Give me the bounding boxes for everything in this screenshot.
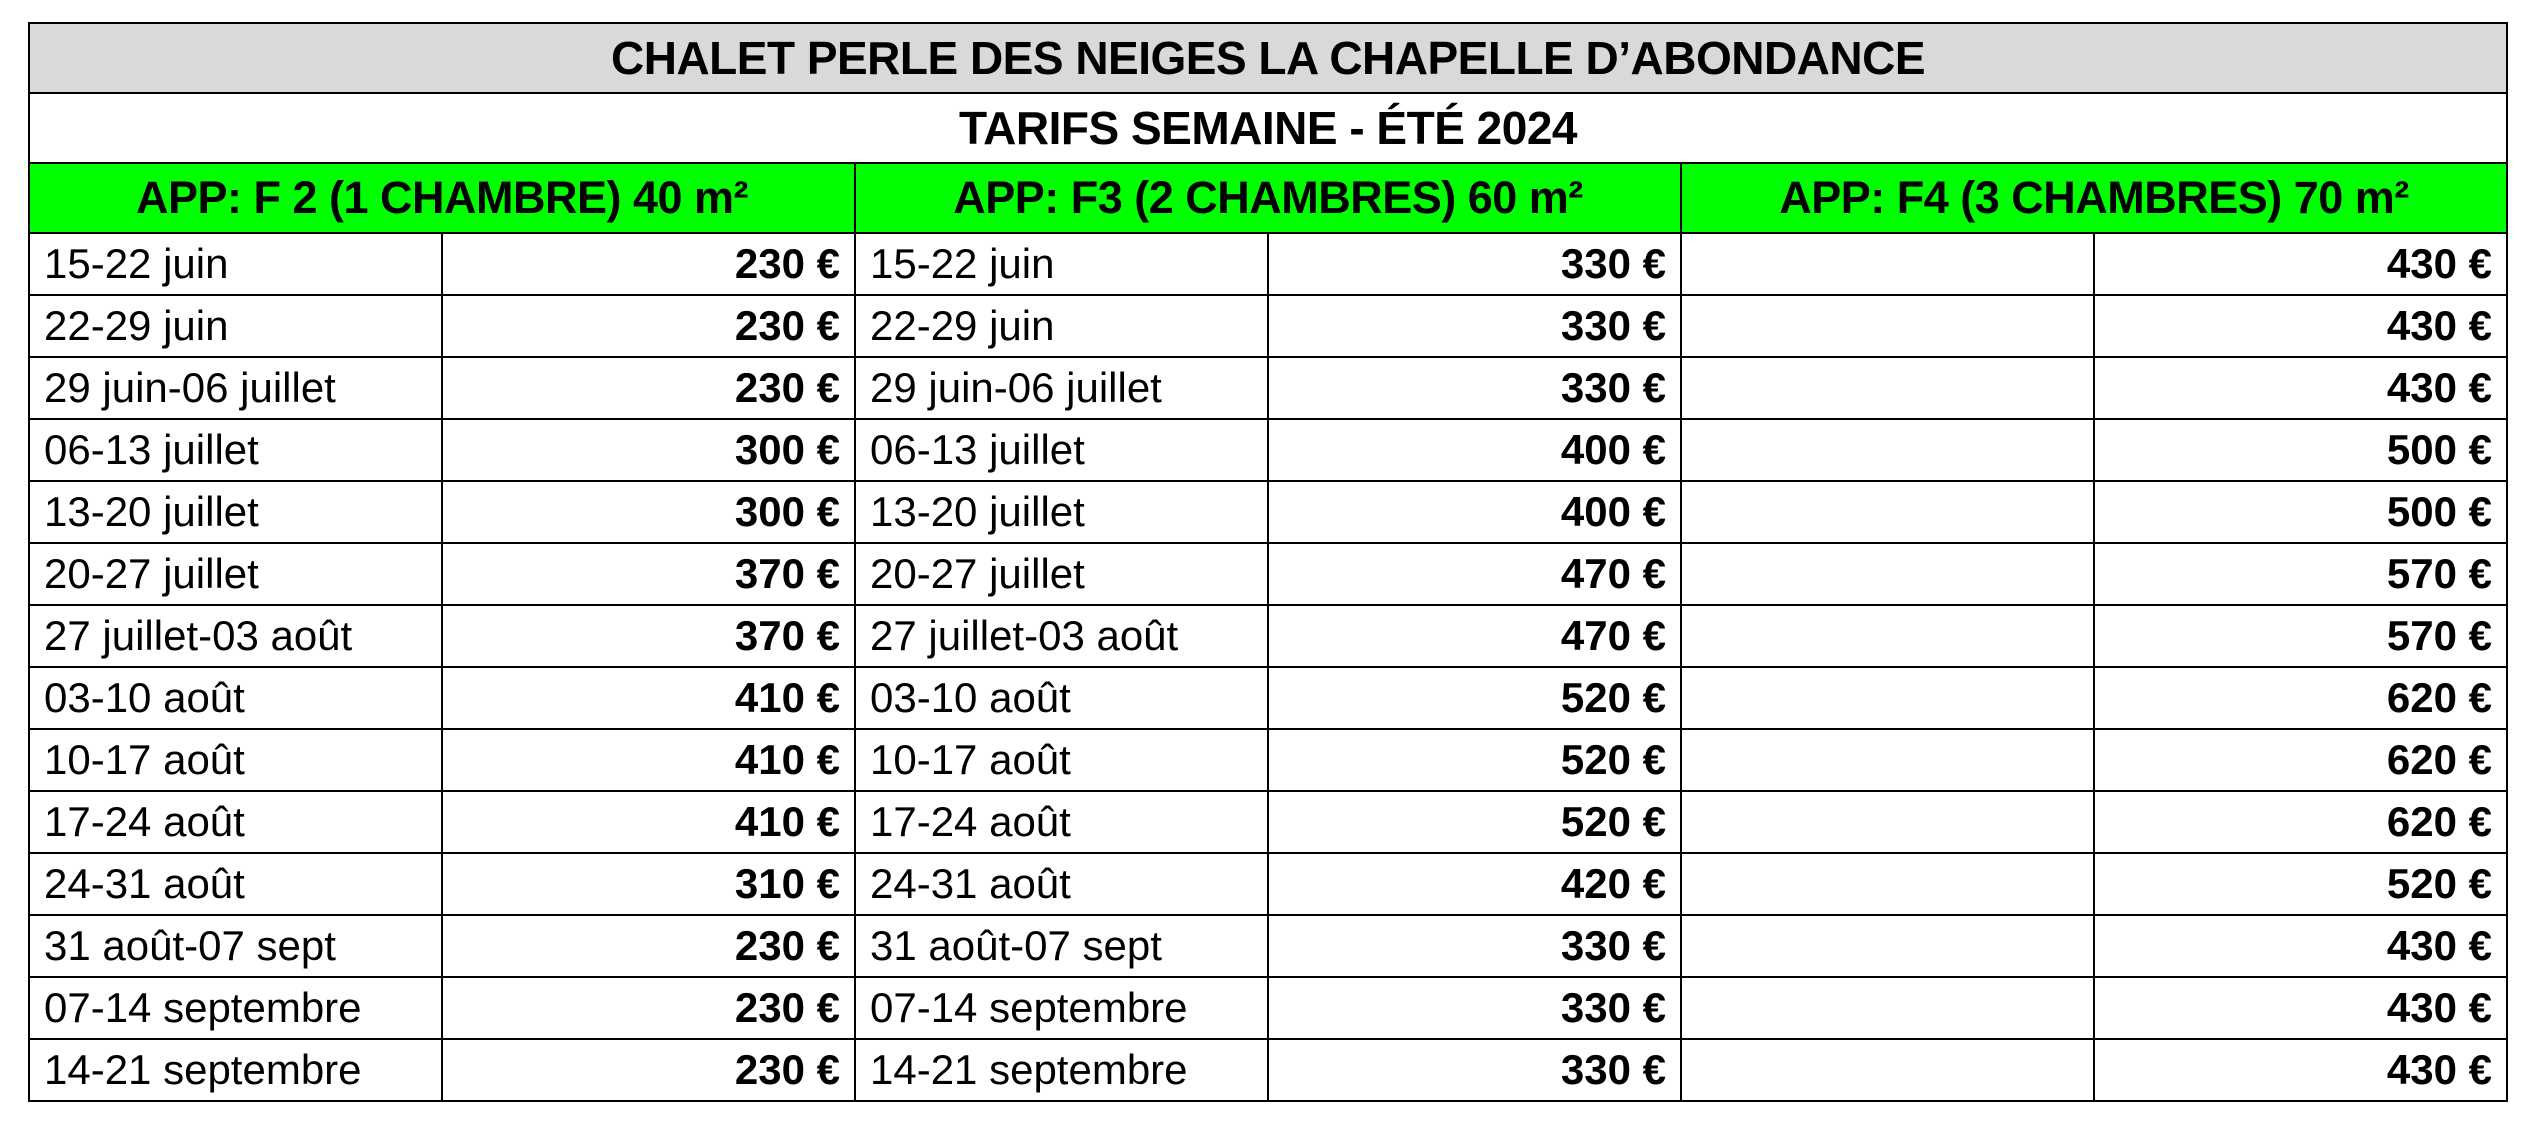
week-f4-cell (1681, 1039, 2094, 1101)
price-f4-cell: 430 € (2094, 357, 2507, 419)
price-f3-cell: 330 € (1268, 233, 1681, 295)
week-f4-cell (1681, 481, 2094, 543)
week-f3-cell: 31 août-07 sept (855, 915, 1268, 977)
week-f2-cell: 10-17 août (29, 729, 442, 791)
week-f2-cell: 31 août-07 sept (29, 915, 442, 977)
week-f2-cell: 22-29 juin (29, 295, 442, 357)
week-f2-cell: 13-20 juillet (29, 481, 442, 543)
price-f2-cell: 410 € (442, 729, 855, 791)
table-row (29, 915, 2507, 977)
week-f2-cell: 27 juillet-03 août (29, 605, 442, 667)
price-f3-cell: 330 € (1268, 1039, 1681, 1101)
week-f2-cell: 14-21 septembre (29, 1039, 442, 1101)
table-row (29, 419, 2507, 481)
week-f4-cell (1681, 729, 2094, 791)
week-f2-cell: 15-22 juin (29, 233, 442, 295)
document-subtitle: TARIFS SEMAINE - ÉTÉ 2024 (29, 93, 2507, 163)
week-f3-cell: 03-10 août (855, 667, 1268, 729)
price-f3-cell: 470 € (1268, 605, 1681, 667)
week-f3-cell: 07-14 septembre (855, 977, 1268, 1039)
price-f4-cell: 620 € (2094, 729, 2507, 791)
price-f2-cell: 230 € (442, 357, 855, 419)
week-f2-cell: 07-14 septembre (29, 977, 442, 1039)
table-row (29, 853, 2507, 915)
week-f4-cell (1681, 667, 2094, 729)
table-row (29, 1039, 2507, 1101)
price-f2-cell: 230 € (442, 977, 855, 1039)
price-f3-cell: 330 € (1268, 915, 1681, 977)
table-row (29, 233, 2507, 295)
apartment-header-f3: APP: F3 (2 CHAMBRES) 60 m² (855, 163, 1681, 233)
rate-rows (29, 233, 2507, 1101)
table-row (29, 667, 2507, 729)
week-f4-cell (1681, 977, 2094, 1039)
subtitle-row (29, 93, 2507, 163)
week-f4-cell (1681, 791, 2094, 853)
price-f4-cell: 430 € (2094, 915, 2507, 977)
price-f4-cell: 430 € (2094, 977, 2507, 1039)
price-f2-cell: 300 € (442, 419, 855, 481)
price-f3-cell: 330 € (1268, 295, 1681, 357)
price-f2-cell: 230 € (442, 915, 855, 977)
price-f4-cell: 430 € (2094, 295, 2507, 357)
week-f3-cell: 06-13 juillet (855, 419, 1268, 481)
table-row (29, 977, 2507, 1039)
price-f4-cell: 430 € (2094, 233, 2507, 295)
price-f2-cell: 310 € (442, 853, 855, 915)
week-f2-cell: 29 juin-06 juillet (29, 357, 442, 419)
document-title: CHALET PERLE DES NEIGES LA CHAPELLE D’ABONDANCE (29, 23, 2507, 93)
week-f4-cell (1681, 419, 2094, 481)
week-f3-cell: 15-22 juin (855, 233, 1268, 295)
week-f3-cell: 13-20 juillet (855, 481, 1268, 543)
price-f2-cell: 300 € (442, 481, 855, 543)
price-f4-cell: 500 € (2094, 481, 2507, 543)
table-row (29, 295, 2507, 357)
week-f3-cell: 27 juillet-03 août (855, 605, 1268, 667)
table-row (29, 543, 2507, 605)
price-f4-cell: 570 € (2094, 543, 2507, 605)
price-f2-cell: 410 € (442, 791, 855, 853)
week-f3-cell: 14-21 septembre (855, 1039, 1268, 1101)
price-f3-cell: 400 € (1268, 481, 1681, 543)
week-f2-cell: 20-27 juillet (29, 543, 442, 605)
week-f3-cell: 29 juin-06 juillet (855, 357, 1268, 419)
apartment-header-f2: APP: F 2 (1 CHAMBRE) 40 m² (29, 163, 855, 233)
title-row (29, 23, 2507, 93)
price-f4-cell: 570 € (2094, 605, 2507, 667)
table-row (29, 357, 2507, 419)
price-f2-cell: 410 € (442, 667, 855, 729)
price-f2-cell: 370 € (442, 605, 855, 667)
price-f3-cell: 520 € (1268, 791, 1681, 853)
price-f4-cell: 500 € (2094, 419, 2507, 481)
week-f3-cell: 24-31 août (855, 853, 1268, 915)
price-f2-cell: 230 € (442, 1039, 855, 1101)
week-f4-cell (1681, 853, 2094, 915)
week-f4-cell (1681, 543, 2094, 605)
week-f3-cell: 10-17 août (855, 729, 1268, 791)
price-f4-cell: 620 € (2094, 791, 2507, 853)
price-f2-cell: 230 € (442, 233, 855, 295)
week-f4-cell (1681, 915, 2094, 977)
price-f4-cell: 620 € (2094, 667, 2507, 729)
week-f2-cell: 24-31 août (29, 853, 442, 915)
price-f2-cell: 230 € (442, 295, 855, 357)
week-f4-cell (1681, 605, 2094, 667)
price-f3-cell: 470 € (1268, 543, 1681, 605)
table-row (29, 481, 2507, 543)
apartment-header-row (29, 163, 2507, 233)
apartment-header-f4: APP: F4 (3 CHAMBRES) 70 m² (1681, 163, 2507, 233)
price-f3-cell: 330 € (1268, 977, 1681, 1039)
price-f3-cell: 330 € (1268, 357, 1681, 419)
table-row (29, 791, 2507, 853)
week-f4-cell (1681, 357, 2094, 419)
table-row (29, 729, 2507, 791)
price-f4-cell: 430 € (2094, 1039, 2507, 1101)
rates-table (28, 22, 2508, 1102)
week-f3-cell: 20-27 juillet (855, 543, 1268, 605)
week-f2-cell: 03-10 août (29, 667, 442, 729)
week-f4-cell (1681, 295, 2094, 357)
price-f3-cell: 520 € (1268, 667, 1681, 729)
week-f3-cell: 22-29 juin (855, 295, 1268, 357)
week-f3-cell: 17-24 août (855, 791, 1268, 853)
table-row (29, 605, 2507, 667)
price-f4-cell: 520 € (2094, 853, 2507, 915)
price-f3-cell: 520 € (1268, 729, 1681, 791)
price-f2-cell: 370 € (442, 543, 855, 605)
week-f2-cell: 17-24 août (29, 791, 442, 853)
price-f3-cell: 420 € (1268, 853, 1681, 915)
price-f3-cell: 400 € (1268, 419, 1681, 481)
week-f4-cell (1681, 233, 2094, 295)
week-f2-cell: 06-13 juillet (29, 419, 442, 481)
